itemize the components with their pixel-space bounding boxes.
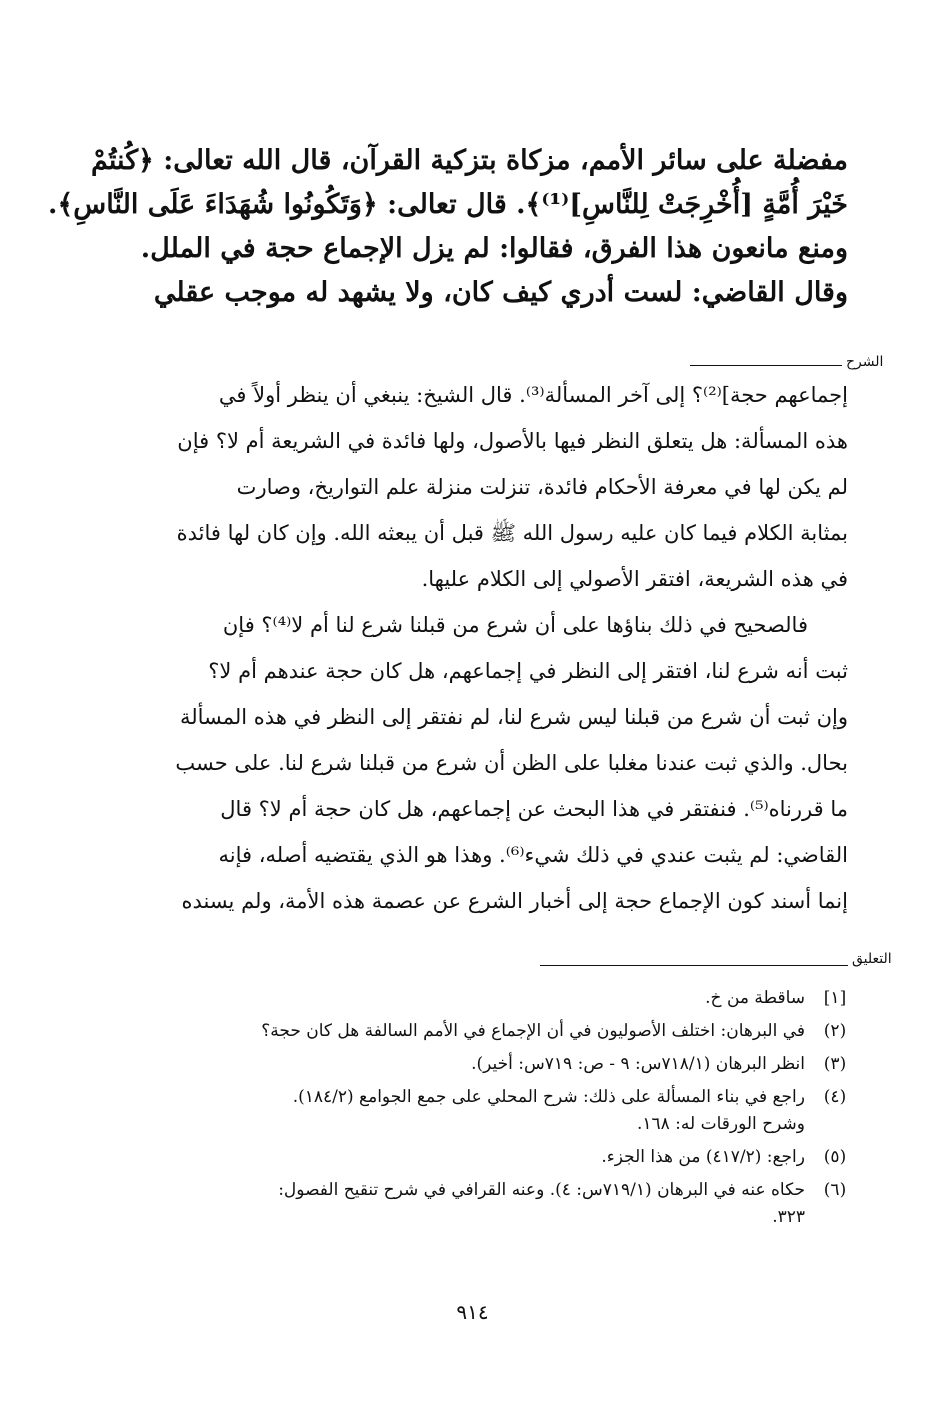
main-text-line: مفضلة على سائر الأمم، مزكاة بتزكية القرآن، قال الله تعالى: ﴿كُنتُمْ bbox=[90, 145, 848, 176]
page-number: ٩١٤ bbox=[456, 1300, 489, 1324]
footnote bbox=[135, 985, 855, 1012]
notes-rule bbox=[540, 965, 848, 966]
commentary-line: لم يكن لها في معرفة الأحكام فائدة، تنزلت منزلة علم التواريخ، وصارت bbox=[236, 475, 848, 499]
commentary-line: ثبت أنه شرع لنا، افتقر إلى النظر في إجماعهم، هل كان حجة عندهم أم لا؟ bbox=[208, 659, 848, 683]
footnote-number: (٦) bbox=[823, 1180, 847, 1200]
notes-label: التعليق bbox=[852, 951, 892, 967]
main-text-line: خَيْرَ أُمَّةٍ [أُخْرِجَتْ لِلنَّاسِ]⁽¹⁾﴾. قال تعالى: ﴿وَتَكُونُوا شُهَدَاءَ عَلَى النَّاسِ﴾. bbox=[48, 189, 848, 220]
footnote bbox=[135, 1018, 855, 1045]
footnote-text: انظر البرهان (٧١٨/١س: ٩ - ص: ٧١٩س: أخير). bbox=[471, 1054, 805, 1074]
commentary-line: وإن ثبت أن شرع من قبلنا ليس شرع لنا، لم نفتقر إلى النظر في هذه المسألة bbox=[179, 705, 848, 729]
commentary-line: إجماعهم حجة]⁽²⁾؟ إلى آخر المسألة⁽³⁾. قال الشيخ: ينبغي أن ينظر أولاً في bbox=[218, 383, 848, 407]
commentary-line: ما قررناه⁽⁵⁾. فنفتقر في هذا البحث عن إجماعهم، هل كان حجة أم لا؟ قال bbox=[220, 797, 848, 821]
footnote-number: [١] bbox=[823, 988, 847, 1008]
footnote-number: (٥) bbox=[823, 1147, 847, 1167]
footnote-text: ساقطة من خ. bbox=[705, 988, 805, 1008]
main-text-line: ومنع مانعون هذا الفرق، فقالوا: لم يزل الإجماع حجة في الملل. bbox=[140, 233, 848, 264]
footnote-text: راجع: (٤١٧/٢) من هذا الجزء. bbox=[601, 1147, 805, 1167]
commentary-line: هذه المسألة: هل يتعلق النظر فيها بالأصول، ولها فائدة في الشريعة أم لا؟ فإن bbox=[177, 429, 848, 453]
commentary-line: بحال. والذي ثبت عندنا مغلبا على الظن أن شرع من قبلنا شرع لنا. على حسب bbox=[175, 751, 848, 775]
commentary-line: في هذه الشريعة، افتقر الأصولي إلى الكلام عليها. bbox=[421, 567, 848, 591]
footnote bbox=[135, 1051, 855, 1078]
commentary-rule bbox=[690, 365, 842, 366]
footnote bbox=[135, 1177, 855, 1231]
footnotes-block bbox=[135, 985, 855, 1237]
commentary-block bbox=[128, 380, 848, 932]
footnote-number: (٤) bbox=[823, 1087, 847, 1107]
main-text-block bbox=[48, 145, 848, 322]
footnote-text: حكاه عنه في البرهان (٧١٩/١س: ٤). وعنه القرافي في شرح تنقيح الفصول: bbox=[278, 1180, 805, 1200]
footnote-number: (٣) bbox=[823, 1054, 847, 1074]
footnote bbox=[135, 1084, 855, 1138]
footnote bbox=[135, 1144, 855, 1171]
footnote-text: في البرهان: اختلف الأصوليون في أن الإجماع في الأمم السالفة هل كان حجة؟ bbox=[261, 1021, 805, 1041]
footnote-text: وشرح الورقات له: ١٦٨. bbox=[636, 1114, 805, 1134]
commentary-line: بمثابة الكلام فيما كان عليه رسول الله ﷺ قبل أن يبعثه الله. وإن كان لها فائدة bbox=[176, 521, 848, 545]
commentary-label: الشرح bbox=[846, 354, 884, 370]
footnote-number: (٢) bbox=[823, 1021, 847, 1041]
commentary-line: إنما أسند كون الإجماع حجة إلى أخبار الشرع عن عصمة هذه الأمة، ولم يسنده bbox=[181, 889, 848, 913]
commentary-line: القاضي: لم يثبت عندي في ذلك شيء⁽⁶⁾. وهذا هو الذي يقتضيه أصله، فإنه bbox=[218, 843, 848, 867]
main-text-line: وقال القاضي: لست أدري كيف كان، ولا يشهد له موجب عقلي bbox=[153, 277, 848, 308]
footnote-text: راجع في بناء المسألة على ذلك: شرح المحلي على جمع الجوامع (١٨٤/٢). bbox=[292, 1087, 805, 1107]
footnote-text: ٣٢٣. bbox=[772, 1207, 805, 1227]
commentary-line: فالصحيح في ذلك بناؤها على أن شرع من قبلنا شرع لنا أم لا⁽⁴⁾؟ فإن bbox=[222, 613, 808, 637]
